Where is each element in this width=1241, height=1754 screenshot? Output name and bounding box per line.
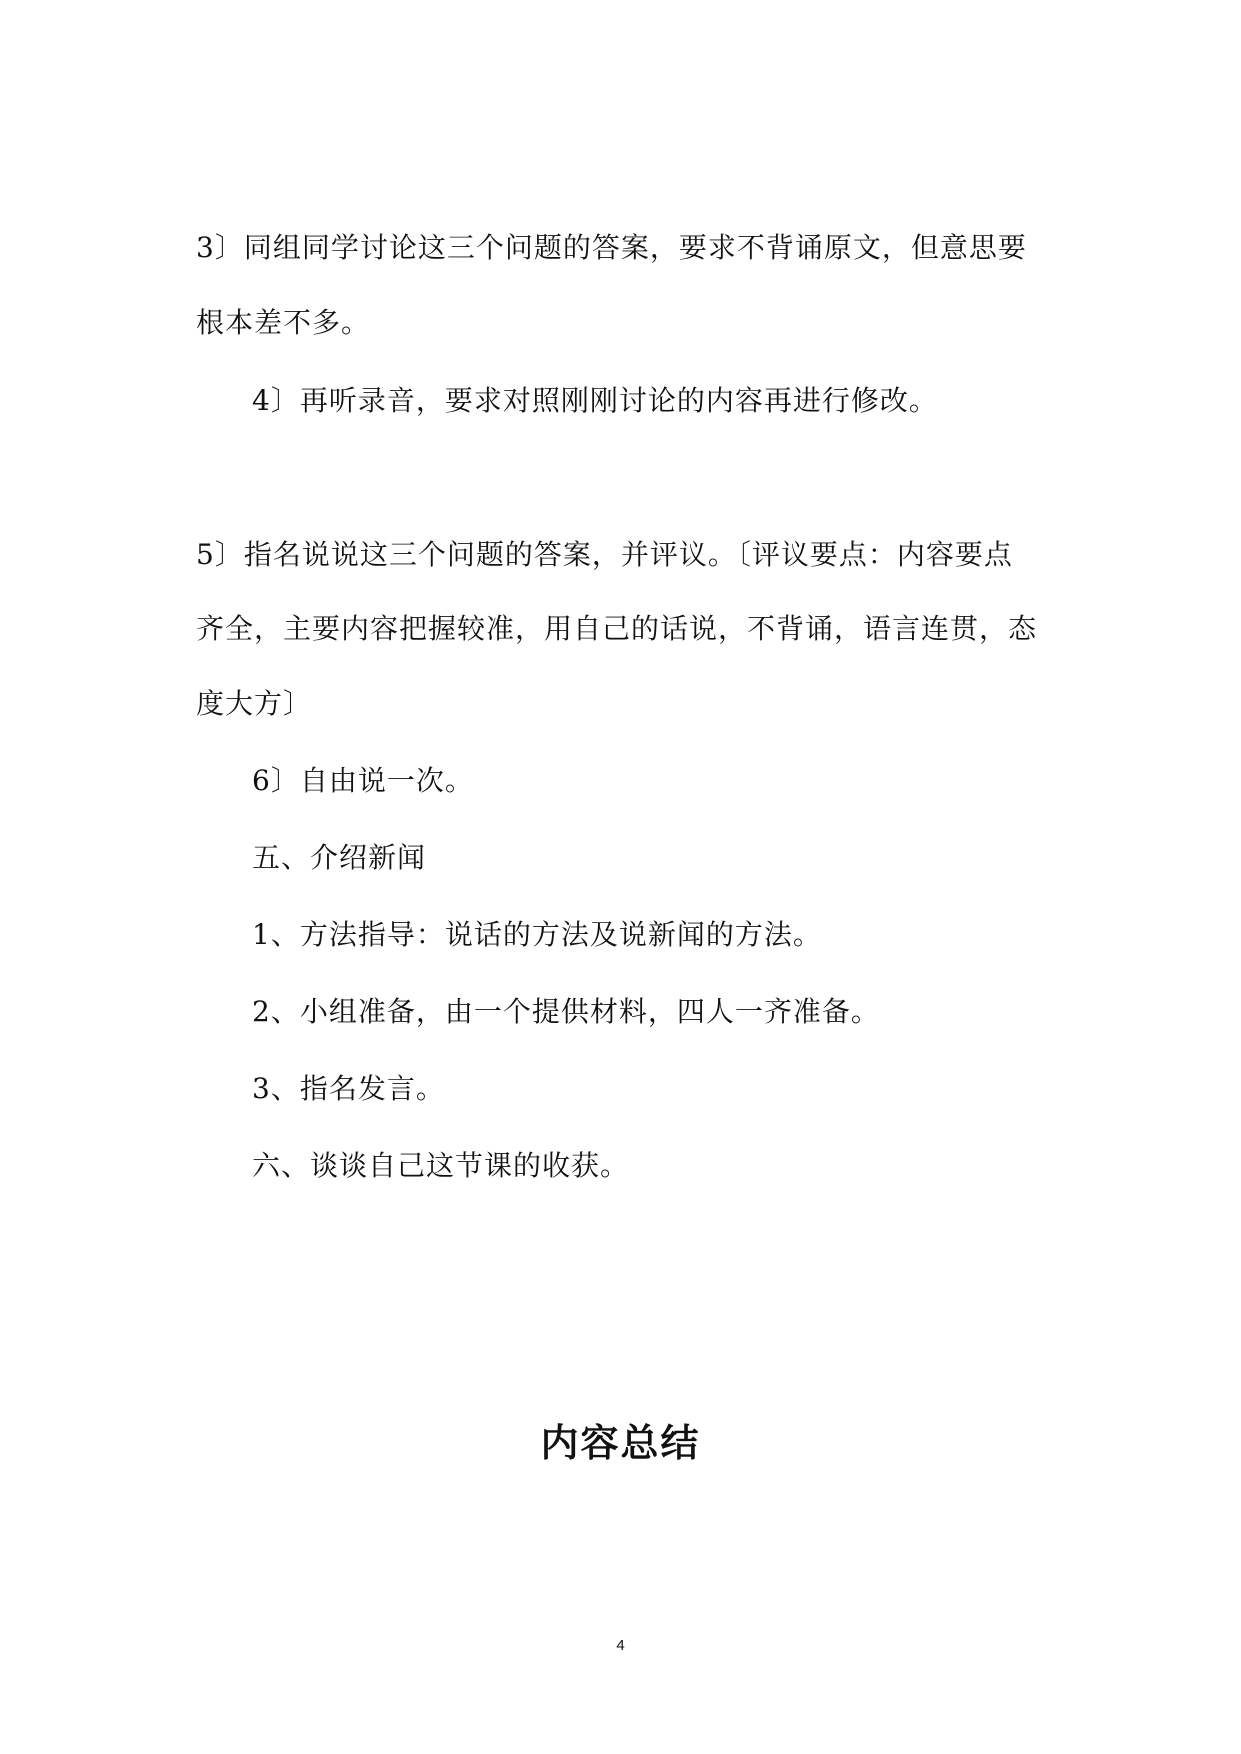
page-number: 4 [616, 1637, 625, 1654]
section-5-item-1: 1、方法指导：说话的方法及说新闻的方法。 [252, 918, 822, 951]
summary-title: 内容总结 [540, 1421, 701, 1465]
section-5-heading: 五、介绍新闻 [252, 841, 427, 874]
section-5-item-2: 2、小组准备，由一个提供材料，四人一齐准备。 [252, 995, 880, 1028]
paragraph-step-5-line-3: 度大方〕 [196, 687, 313, 720]
paragraph-step-6: 6〕自由说一次。 [252, 764, 474, 797]
paragraph-step-5-line-1: 5〕指名说说这三个问题的答案，并评议。〔评议要点：内容要点 [196, 538, 1013, 571]
section-5-item-3: 3、指名发言。 [252, 1072, 445, 1105]
paragraph-step-3-line-2: 根本差不多。 [196, 306, 371, 339]
paragraph-step-3-line-1: 3〕同组同学讨论这三个问题的答案，要求不背诵原文，但意思要 [196, 231, 1027, 264]
paragraph-step-4: 4〕再听录音，要求对照刚刚讨论的内容再进行修改。 [252, 384, 938, 417]
paragraph-step-5-line-2: 齐全，主要内容把握较准，用自己的话说，不背诵，语言连贯，态 [196, 612, 1038, 645]
section-6-heading: 六、谈谈自己这节课的收获。 [252, 1149, 630, 1182]
